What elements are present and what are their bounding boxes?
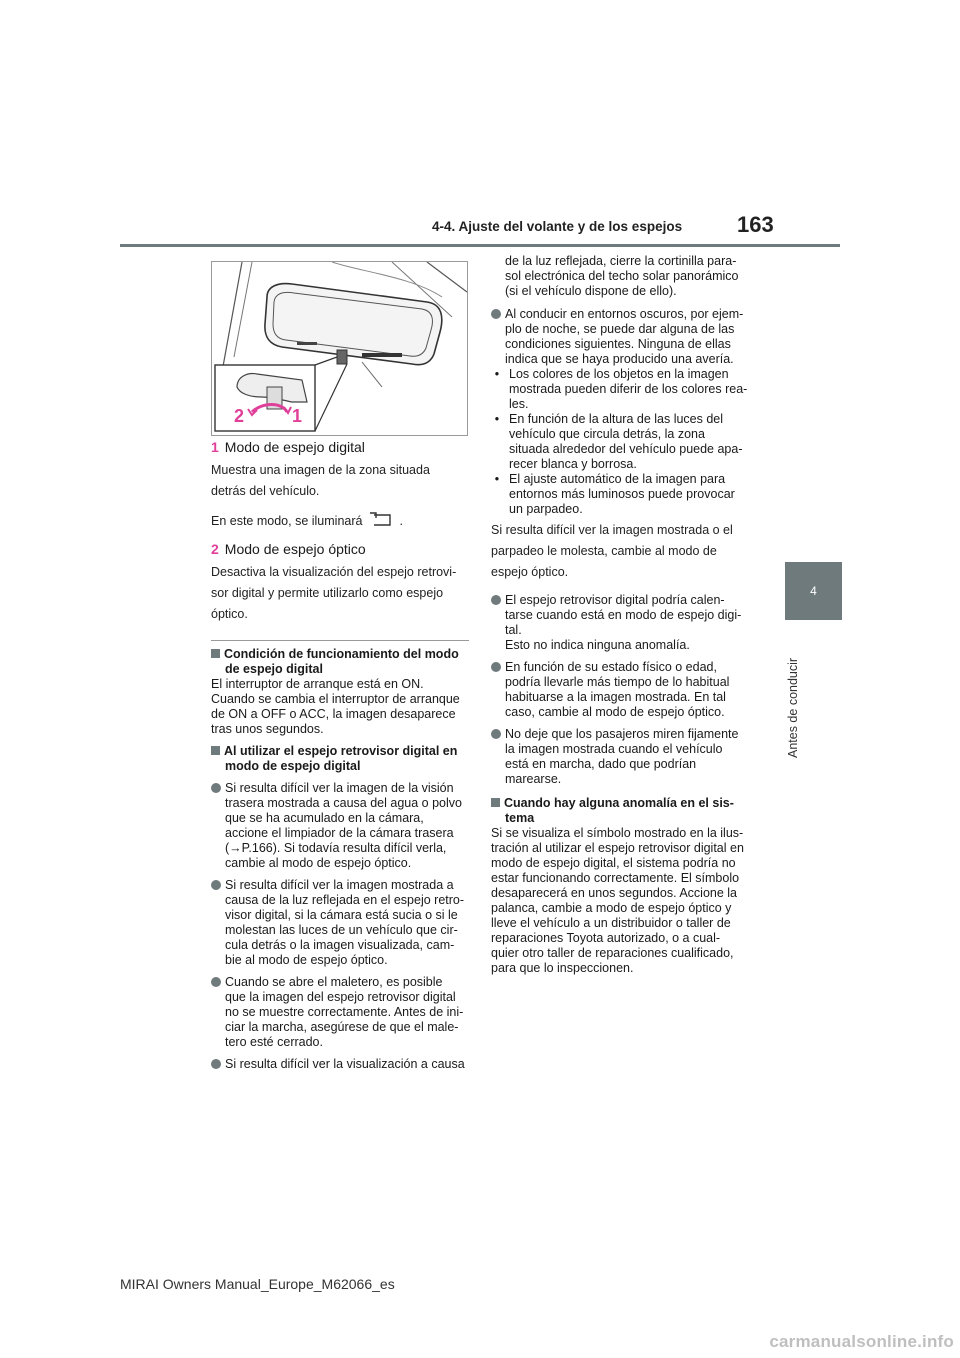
item-2-number: 2 [211, 541, 219, 557]
small-bullet-icon: • [494, 472, 500, 486]
bullet-line: cambie al modo de espejo óptico. [225, 856, 412, 870]
bullet-line: (→P.166). Si todavía resulta difícil verla, [225, 841, 447, 855]
round-bullet-icon [211, 783, 221, 793]
sub-bullet-line: situada alrededor del vehículo puede apa- [509, 442, 743, 456]
item-2-text-line: Desactiva la visualización del espejo retrovi- [211, 565, 457, 579]
blink-paragraph [491, 520, 753, 583]
list-item [491, 307, 753, 367]
bullet-line: Si resulta difícil ver la imagen de la visión [225, 781, 454, 795]
fault-text-line: para que lo inspeccionen. [491, 961, 634, 975]
sub-list-item [491, 367, 753, 412]
fault-text-line: palanca, cambie a modo de espejo óptico y [491, 901, 732, 915]
list-item [211, 975, 469, 1050]
round-bullet-icon [211, 977, 221, 987]
bullet-line: la imagen mostrada cuando el vehículo [505, 742, 723, 756]
sub-bullet-line: Los colores de los objetos en la imagen [509, 367, 729, 381]
square-bullet-icon [491, 798, 500, 807]
round-bullet-icon [211, 1059, 221, 1069]
bullet-line: cula detrás o la imagen visualizada, cam- [225, 938, 455, 952]
sub-bullet-line: entornos más luminosos puede provocar [509, 487, 735, 501]
list-item [211, 1057, 469, 1072]
bullet-line: Cuando se abre el maletero, es posible [225, 975, 443, 989]
item-1-illuminate-end: . [399, 514, 403, 528]
fault-text-line: modo de espejo digital, el sistema podría no [491, 856, 736, 870]
section-divider [211, 640, 469, 641]
mirror-illustration [212, 262, 467, 435]
fault-heading-line: Cuando hay alguna anomalía en el sis- [504, 796, 734, 810]
cond-heading-line: Condición de funcionamiento del modo [224, 647, 459, 661]
fault-heading [491, 796, 753, 826]
sub-list-item [491, 412, 753, 472]
round-bullet-icon [491, 662, 501, 672]
bullet-line: tarse cuando está en modo de espejo digi- [505, 608, 742, 622]
bullet-line: sol electrónica del techo solar panorámico [505, 269, 739, 283]
bullet-line: está en marcha, dado que podrían [505, 757, 697, 771]
list-item [491, 727, 753, 787]
bullet-line: trasera mostrada a causa del agua o polvo [225, 796, 462, 810]
sub-list-item [491, 472, 753, 517]
bullet-line: (si el vehículo dispone de ello). [505, 284, 677, 298]
left-column [211, 440, 469, 1072]
list-item [211, 781, 469, 871]
sub-bullet-line: recer blanca y borrosa. [509, 457, 637, 471]
fault-text-line: estar funcionando correctamente. El símbolo [491, 871, 740, 885]
watermark: carmanualsonline.info [769, 1332, 954, 1351]
use-heading-line: modo de espejo digital [225, 759, 361, 773]
item-1-heading [211, 440, 469, 455]
bullet-line: No deje que los pasajeros miren fijamente [505, 727, 739, 741]
fault-text-line: quier otro taller de reparaciones cualificado, [491, 946, 734, 960]
item-1-number: 1 [211, 439, 219, 455]
cond-text-line: Cuando se cambia el interruptor de arranque [211, 692, 460, 706]
fault-heading-line: tema [505, 811, 535, 825]
bullet-line: visor digital, si la cámara está sucia o si le [225, 908, 458, 922]
bullet-line: indica que se haya producido una avería. [505, 352, 734, 366]
bullet-line: caso, cambie al modo de espejo óptico. [505, 705, 725, 719]
item-1-text-line: detrás del vehículo. [211, 484, 320, 498]
bullet-line: accione el limpiador de la cámara trasera [225, 826, 454, 840]
bullet-line: marearse. [505, 772, 562, 786]
bullet-line: Al conducir en entornos oscuros, por ejem- [505, 307, 744, 321]
chapter-tab: 4 [785, 562, 842, 620]
bullet-line: molestan las luces de un vehículo que cir- [225, 923, 458, 937]
bullet-line: causa de la luz reflejada en el espejo retro- [225, 893, 465, 907]
section-title: 4-4. Ajuste del volante y de los espejos [432, 219, 683, 234]
bullet-line: que la imagen del espejo retrovisor digital [225, 990, 456, 1004]
item-2-heading [211, 542, 469, 557]
use-heading-line: Al utilizar el espejo retrovisor digital en [224, 744, 458, 758]
cond-text-line: tras unos segundos. [211, 722, 324, 736]
small-bullet-icon: • [494, 412, 500, 426]
bullet-line: Si resulta difícil ver la visualización a causa [225, 1057, 465, 1071]
paragraph-line: parpadeo le molesta, cambie al modo de [491, 544, 717, 558]
fault-text [491, 826, 753, 976]
sub-bullet-line: En función de la altura de las luces del [509, 412, 724, 426]
chapter-label-text: Antes de conducir [786, 657, 800, 758]
cond-text-line: El interruptor de arranque está en ON. [211, 677, 424, 691]
chapter-label [786, 628, 804, 758]
bullet-line: de la luz reflejada, cierre la cortinilla para- [505, 254, 737, 268]
bullet-line: tal. [505, 623, 522, 637]
list-item [211, 878, 469, 968]
continued-bullet [491, 254, 753, 299]
bullet-line: El espejo retrovisor digital podría calen- [505, 593, 725, 607]
bullet-line: En función de su estado físico o edad, [505, 660, 717, 674]
round-bullet-icon [491, 595, 501, 605]
sub-bullet-line: mostrada pueden diferir de los colores rea- [509, 382, 748, 396]
bullet-line: podría llevarle más tiempo de lo habitual [505, 675, 730, 689]
fault-text-line: reparaciones Toyota autorizado, o a cual- [491, 931, 721, 945]
item-1-text-line: Muestra una imagen de la zona situada [211, 463, 430, 477]
callout-2: 2 [234, 406, 245, 426]
header-rule [120, 244, 840, 247]
square-bullet-icon [211, 649, 220, 658]
cond-heading [211, 647, 469, 677]
round-bullet-icon [491, 729, 501, 739]
bullet-line: tero esté cerrado. [225, 1035, 323, 1049]
use-heading [211, 744, 469, 774]
item-1-title: Modo de espejo digital [224, 439, 365, 455]
cond-heading-line: de espejo digital [225, 662, 323, 676]
fault-text-line: lleve el vehículo a un distribuidor o taller de [491, 916, 731, 930]
list-item [491, 593, 753, 653]
small-bullet-icon: • [494, 367, 500, 381]
sub-bullet-line: un parpadeo. [509, 502, 583, 516]
bullet-line: habituarse a la imagen mostrada. En tal [505, 690, 726, 704]
sub-bullet-line: les. [509, 397, 529, 411]
bullet-line: Si resulta difícil ver la imagen mostrada a [225, 878, 454, 892]
sub-bullet-line: vehículo que circula detrás, la zona [509, 427, 705, 441]
list-item [491, 660, 753, 720]
mirror-figure [211, 261, 468, 436]
fault-text-line: tración al utilizar el espejo retrovisor digital en [491, 841, 744, 855]
fault-text-line: desaparecerá en unos segundos. Accione la [491, 886, 738, 900]
round-bullet-icon [211, 880, 221, 890]
fault-text-line: Si se visualiza el símbolo mostrado en la ilus- [491, 826, 744, 840]
digital-mirror-indicator-icon [368, 511, 394, 527]
square-bullet-icon [211, 746, 220, 755]
bullet-line: condiciones siguientes. Ninguna de ellas [505, 337, 731, 351]
bullet-line: Esto no indica ninguna anomalía. [505, 638, 690, 652]
right-column [491, 254, 753, 976]
footer-text: MIRAI Owners Manual_Europe_M62066_es [120, 1276, 395, 1292]
round-bullet-icon [491, 309, 501, 319]
item-2-text-line: óptico. [211, 607, 248, 621]
item-1-illuminate-text: En este modo, se iluminará [211, 514, 363, 528]
page-number: 163 [737, 212, 774, 237]
callout-1: 1 [292, 406, 303, 426]
paragraph-line: Si resulta difícil ver la imagen mostrada o el [491, 523, 733, 537]
bullet-line: que se ha acumulado en la cámara, [225, 811, 424, 825]
item-1-illuminate-line [211, 511, 469, 532]
bullet-line: plo de noche, se puede dar alguna de las [505, 322, 735, 336]
item-2-title: Modo de espejo óptico [224, 541, 366, 557]
bullet-line: no se muestre correctamente. Antes de ini- [225, 1005, 464, 1019]
item-2-text-line: sor digital y permite utilizarlo como espejo [211, 586, 444, 600]
bullet-line: bie al modo de espejo óptico. [225, 953, 388, 967]
paragraph-line: espejo óptico. [491, 565, 569, 579]
sub-bullet-line: El ajuste automático de la imagen para [509, 472, 726, 486]
cond-text-line: de ON a OFF o ACC, la imagen desaparece [211, 707, 456, 721]
bullet-line: ciar la marcha, asegúrese de que el male- [225, 1020, 459, 1034]
cond-text [211, 677, 469, 737]
